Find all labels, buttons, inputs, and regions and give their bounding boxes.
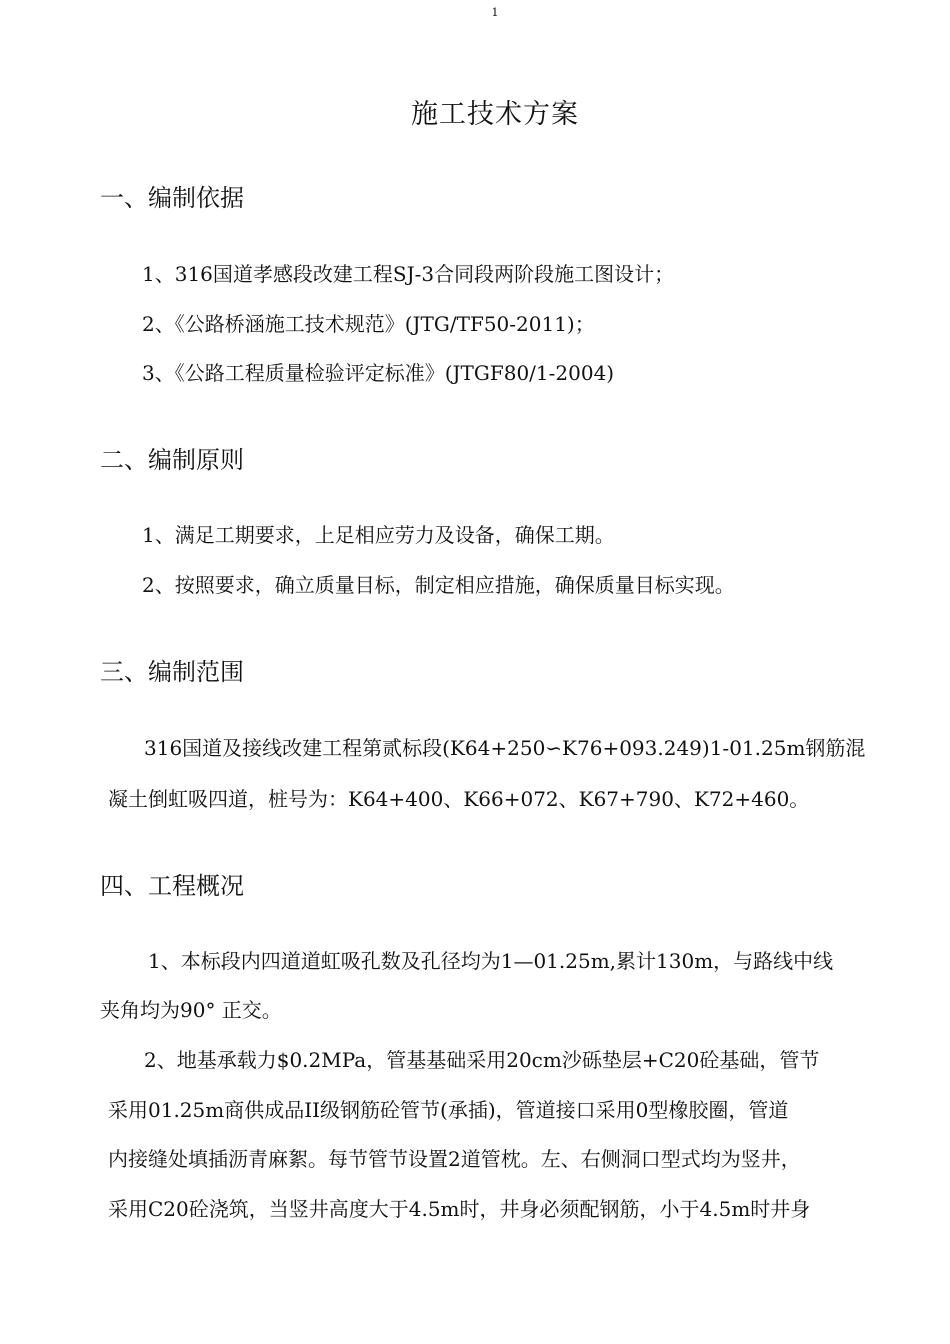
section-heading-2: 二、编制原则 bbox=[100, 446, 244, 474]
paragraph-line: 2、地基承载力$0.2MPa，管基基础采用20cm沙砾垫层+C20砼基础，管节 bbox=[144, 1048, 820, 1072]
paragraph-line: 采用C20砼浇筑，当竖井高度大于4.5m时，井身必须配钢筋，小于4.5m时井身 bbox=[108, 1197, 811, 1221]
paragraph-line: 采用01.25m商供成品II级钢筋砼管节(承插)，管道接口采用0型橡胶圈，管道 bbox=[108, 1098, 789, 1122]
paragraph-line: 内接缝处填插沥青麻絮。每节管节设置2道管枕。左、右侧洞口型式均为竖井， bbox=[108, 1147, 801, 1171]
paragraph-line: 1、满足工期要求，上足相应劳力及设备，确保工期。 bbox=[142, 523, 615, 547]
section-heading-3: 三、编制范围 bbox=[100, 658, 244, 686]
paragraph-line: 1、本标段内四道道虹吸孔数及孔径均为1—01.25m,累计130m，与路线中线 bbox=[148, 949, 834, 973]
section-heading-4: 四、工程概况 bbox=[100, 872, 244, 900]
section-heading-1: 一、编制依据 bbox=[100, 184, 244, 212]
paragraph-line: 1、316国道孝感段改建工程SJ-3合同段两阶段施工图设计； bbox=[142, 262, 675, 286]
paragraph-line: 凝土倒虹吸四道，桩号为：K64+400、K66+072、K67+790、K72+460。 bbox=[108, 787, 810, 811]
paragraph-line: 2、按照要求，确立质量目标，制定相应措施，确保质量目标实现。 bbox=[142, 573, 735, 597]
paragraph-line: 夹角均为90° 正交。 bbox=[100, 998, 282, 1022]
page-number: 1 bbox=[491, 6, 499, 19]
paragraph-line: 2、《公路桥涵施工技术规范》(JTG/TF50-2011)； bbox=[142, 312, 595, 336]
document-title: 施工技术方案 bbox=[411, 99, 579, 130]
paragraph-line: 3、《公路工程质量检验评定标准》(JTGF80/1-2004) bbox=[142, 361, 615, 385]
paragraph-line: 316国道及接线改建工程第贰标段(K64+250∽K76+093.249)1-01.25m钢筋混 bbox=[144, 736, 866, 760]
